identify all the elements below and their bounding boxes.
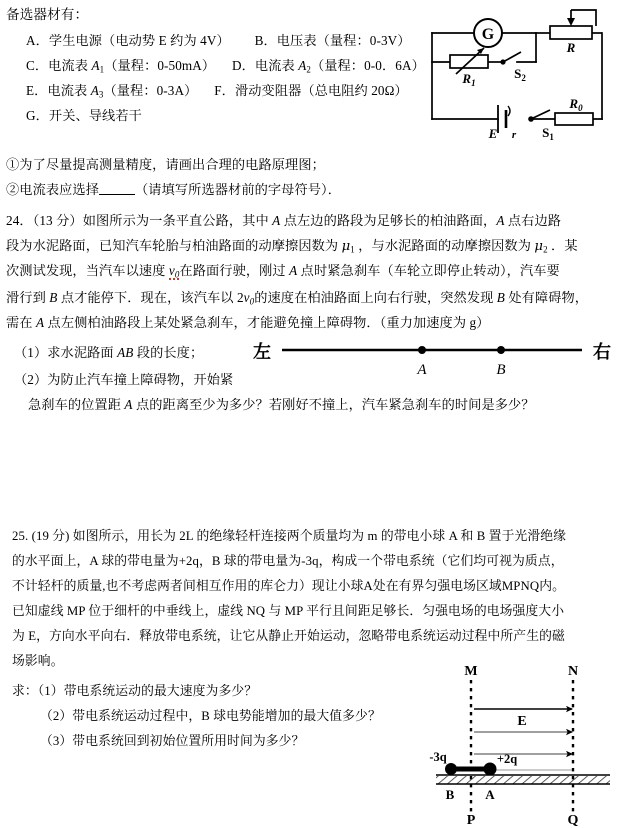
ammeter-symbol-3: A xyxy=(90,83,99,98)
p25-ask-label: 求： xyxy=(12,684,38,698)
charge-label-b: -3q xyxy=(429,750,447,764)
problem-25-line-1: 25. (19 分) 如图所示，用长为 2L 的绝缘轻杆连接两个质量均为 m 的带电小球 A 和 B 置于光滑绝缘 xyxy=(12,529,567,543)
equipment-item-f-label: F．滑动变阻器（总电阻约 20Ω） xyxy=(214,83,408,98)
p24-s2-a: 急刹车的位置距 xyxy=(28,397,125,412)
ball-label-b: B xyxy=(445,787,455,802)
p24-l5-a: 需在 xyxy=(6,315,36,330)
road-label-right: 右 xyxy=(593,342,611,362)
road-label-a: A xyxy=(417,362,427,378)
ammeter-symbol-1: A xyxy=(91,58,100,73)
sub-question-2-post: （请填写所选器材前的字母符号）． xyxy=(135,182,342,197)
field-diagram-svg xyxy=(424,662,620,826)
equipment-item-d-label: D．电流表 xyxy=(232,58,299,73)
p24-l5-b: 点左侧柏油路段上某处紧急刹车，才能避免撞上障碍物．（重力加速度为 g） xyxy=(44,315,490,330)
equipment-item-d-range: （量程：0-0．6A） xyxy=(310,58,425,73)
p24-v0 xyxy=(169,263,180,280)
galvanometer-label: G xyxy=(481,26,495,43)
road-point-a-dot xyxy=(418,346,426,354)
equipment-item-c xyxy=(26,57,425,79)
p24-l5-A: A xyxy=(35,315,45,330)
p24-l1-c: 点右边路 xyxy=(504,213,562,228)
resistor-R0 xyxy=(555,113,593,125)
p24-l1-a: 24．（13 分）如图所示为一条平直公路，其中 xyxy=(6,213,273,228)
ammeter-subscript-2: 2 xyxy=(306,64,311,75)
p24-2v0-sym: v xyxy=(243,290,250,305)
field-label-n: N xyxy=(567,664,579,679)
sub-question-2-pre: ②电流表应选择 xyxy=(6,182,100,197)
charge-label-a: +2q xyxy=(496,752,518,766)
sub-question-2 xyxy=(6,181,341,199)
equipment-item-a xyxy=(26,32,411,50)
p24-l4-b: 点才能停下．现在，该汽车以 2 xyxy=(57,290,244,305)
p24-l4-B: B xyxy=(49,290,58,305)
variable-resistor-R1-label: $R_1$ xyxy=(462,71,476,88)
equipment-item-b-label: B．电压表（量程：0-3V） xyxy=(254,33,411,48)
problem-24-sub-2-line-2 xyxy=(28,396,535,414)
problem-24-line-5 xyxy=(6,314,490,332)
rheostat-R xyxy=(550,10,602,39)
ball-a xyxy=(484,763,497,776)
equipment-item-a-label: A．学生电源（电动势 E 约为 4V） xyxy=(26,33,230,48)
answer-blank[interactable] xyxy=(99,182,135,195)
p24-l3-c: 点时紧急刹车（车轮立即停止转动），汽车要 xyxy=(297,263,560,278)
resistor-R0-label: $R_0$ xyxy=(569,96,583,113)
p24-l3-A: A xyxy=(289,263,298,278)
equipment-item-c-range: （量程：0-50mA） xyxy=(104,58,216,73)
equipment-heading: 备选器材有： xyxy=(6,7,89,22)
road-label-left: 左 xyxy=(253,342,271,362)
p24-l2-c: ．某 xyxy=(547,238,578,253)
problem-25-line-2: 的水平面上，A 球的带电量为+2q，B 球的带电量为-3q，构成一个带电系统（它们均可视为质点， xyxy=(12,554,564,568)
ammeter-subscript-1: 1 xyxy=(99,64,105,75)
p24-point-a-2: A xyxy=(496,213,505,228)
p25-sub-1: （1）带电系统运动的最大速度为多少？ xyxy=(37,684,258,698)
sub-question-1: ①为了尽量提高测量精度，请画出合理的电路原理图； xyxy=(6,157,325,172)
p24-s2-A: A xyxy=(124,397,133,412)
p24-mu1: μ xyxy=(341,239,351,254)
equipment-item-c-label: C．电流表 xyxy=(26,58,92,73)
equipment-item-e xyxy=(26,82,408,104)
problem-24-sub-2-line-1: （2）为防止汽车撞上障碍物，开始紧 xyxy=(14,372,234,387)
switch-S2-label: $S_2$ xyxy=(514,66,526,83)
p24-s1-a: （1）求水泥路面 xyxy=(14,345,118,360)
problem-25-line-5: 为 E，方向水平向右．释放带电系统，让它从静止开始运动，忽略带电系统运动过程中所产生的磁 xyxy=(12,629,565,643)
ball-b xyxy=(445,763,457,775)
p24-l4-c: 的速度在柏油路面上向右行驶，突然发现 xyxy=(254,290,497,305)
p24-s1-b: 段的长度； xyxy=(133,345,204,360)
problem-25-ask xyxy=(12,682,257,700)
ground-hatch xyxy=(436,776,610,784)
switch-S1-label: $S_1$ xyxy=(542,125,554,142)
problem-25-line-6: 场影响。 xyxy=(12,654,64,668)
field-label-m: M xyxy=(464,664,478,679)
rheostat-R-label: R xyxy=(566,40,576,55)
p24-l1-b: 点左边的路段为足够长的柏油路面， xyxy=(280,213,497,228)
field-label-e: E xyxy=(517,714,527,729)
p24-s1-AB: AB xyxy=(117,345,134,360)
problem-24-line-2 xyxy=(6,237,578,259)
field-label-p: P xyxy=(466,813,476,826)
road-label-b: B xyxy=(496,362,506,378)
problem-24-sub-1 xyxy=(14,344,203,362)
ammeter-subscript-3: 3 xyxy=(98,89,104,100)
p24-mu2: μ xyxy=(534,239,544,254)
p24-2v0-sub: 0 xyxy=(249,296,255,307)
circuit-diagram xyxy=(424,2,620,142)
battery-E xyxy=(498,105,510,133)
equipment-item-g: G．开关、导线若干 xyxy=(26,108,142,123)
road-point-b-dot xyxy=(497,346,505,354)
problem-25-sub-2: （2）带电系统运动过程中，B 球电势能增加的最大值多少？ xyxy=(40,709,381,723)
p24-mu1-sub: 1 xyxy=(350,244,355,255)
p24-l4-d: 处有障碍物， xyxy=(504,290,589,305)
road-diagram-svg xyxy=(246,336,618,384)
equipment-item-e-label: E．电流表 xyxy=(26,83,91,98)
internal-resistance-label: r xyxy=(511,129,517,141)
p24-l3-b: 在路面行驶，刚过 xyxy=(179,263,290,278)
variable-resistor-R1 xyxy=(450,48,503,74)
p24-v0-sub: 0 xyxy=(174,269,180,280)
circuit-diagram-svg xyxy=(424,2,620,142)
problem-25-line-3: 不计轻杆的质量,也不考虑两者间相互作用的库仑力）现让小球A处在有界匀强电场区域MPNQ内。 xyxy=(12,579,565,593)
road-diagram xyxy=(246,336,618,384)
problem-24-line-1 xyxy=(6,212,561,230)
problem-25-line-4: 已知虚线 MP 位于细杆的中垂线上，虚线 NQ 与 MP 平行且间距足够长．匀强电场的电场强度大小 xyxy=(12,604,565,618)
switch-S1 xyxy=(528,110,550,122)
field-diagram xyxy=(424,662,620,826)
p24-l4-a: 滑行到 xyxy=(6,290,50,305)
equipment-item-e-range: （量程：0-3A） xyxy=(103,83,198,98)
p24-l2-a: 段为水泥路面，已知汽车轮胎与柏油路面的动摩擦因数为 xyxy=(6,238,342,253)
p24-l4-B2: B xyxy=(496,290,505,305)
p24-mu2-sub: 2 xyxy=(543,244,548,255)
p24-s2-b: 点的距离至少为多少？若刚好不撞上，汽车紧急刹车的时间是多少？ xyxy=(132,397,535,412)
p24-l2-b: ，与水泥路面的动摩擦因数为 xyxy=(354,238,535,253)
problem-24-line-4 xyxy=(6,289,588,311)
p24-2v0 xyxy=(244,290,255,305)
ball-label-a: A xyxy=(485,787,495,802)
p24-point-a-1: A xyxy=(272,213,281,228)
p24-v0-sym: v xyxy=(168,263,175,278)
emf-label: E xyxy=(488,126,498,141)
p24-l3-a: 次测试发现，当汽车以速度 xyxy=(6,263,169,278)
problem-25-sub-3: （3）带电系统回到初始位置所用时间为多少？ xyxy=(40,734,305,748)
field-label-q: Q xyxy=(567,813,579,826)
ammeter-symbol-2: A xyxy=(298,58,307,73)
problem-24-line-3 xyxy=(6,262,560,284)
